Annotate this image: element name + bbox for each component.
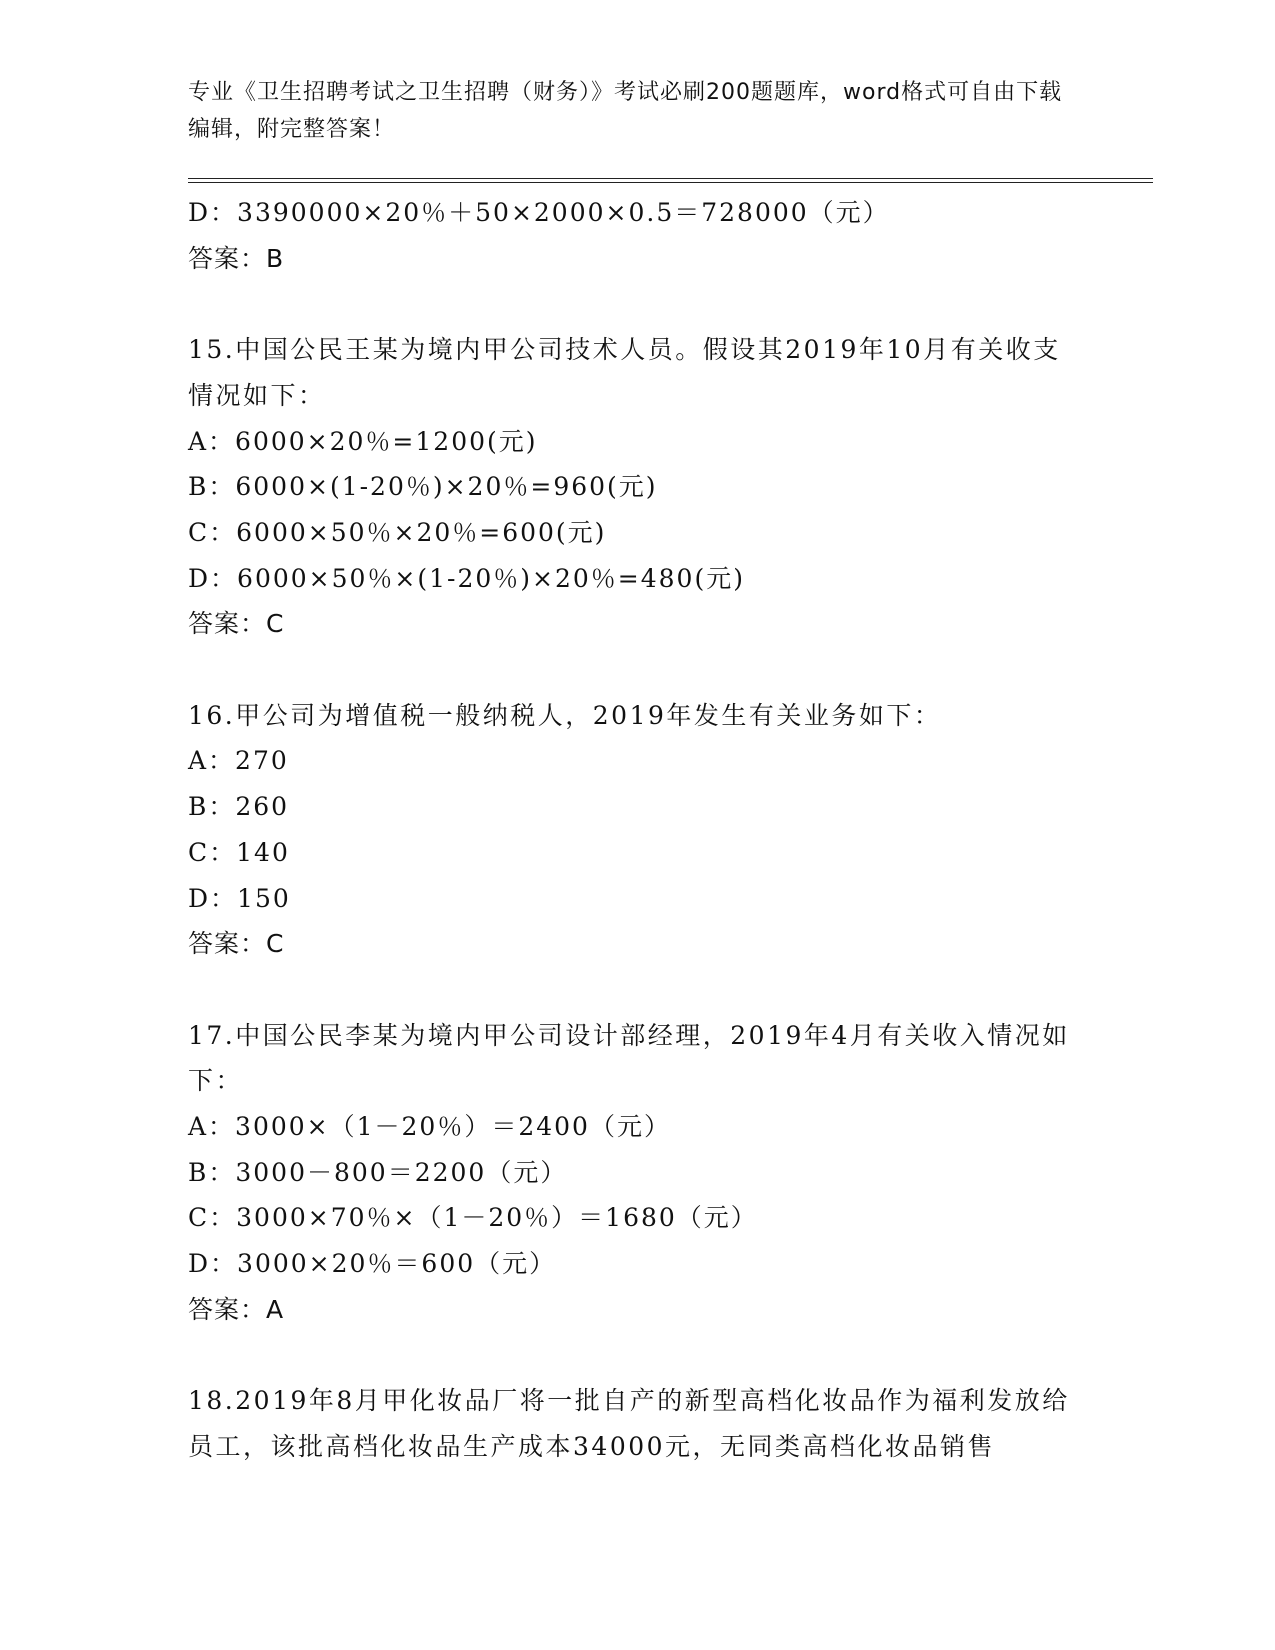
option-c: C：140 (188, 837, 290, 867)
option-b: B：260 (188, 792, 290, 822)
header-divider (188, 178, 1153, 183)
spacer (188, 647, 1088, 693)
option-c: C：6000×50％×20％=600(元) (188, 517, 607, 547)
answer: 答案：C (188, 609, 285, 639)
option-d: D：3000×20％＝600（元） (188, 1249, 557, 1279)
prev-answer: 答案：B (188, 243, 285, 273)
question-stem: 18.2019年8月甲化妆品厂将一批自产的新型高档化妆品作为福利发放给员工，该批高档化妆品生产成本34000元，无同类高档化妆品销售 (188, 1386, 1070, 1461)
option-b: B：3000－800＝2200（元） (188, 1157, 568, 1187)
question-15 (188, 327, 1088, 647)
option-a: A：3000×（1－20％）＝2400（元） (188, 1112, 671, 1142)
option-d: D：150 (188, 883, 291, 913)
answer: 答案：C (188, 929, 285, 959)
spacer (188, 1333, 1088, 1379)
page-header-title: 专业《卫生招聘考试之卫生招聘（财务）》考试必刷200题题库，word格式可自由下载编辑，附完整答案！ (188, 80, 1063, 142)
answer: 答案：A (188, 1294, 285, 1324)
question-stem: 16.甲公司为增值税一般纳税人，2019年发生有关业务如下： (188, 700, 942, 730)
option-a: A：6000×20％=1200(元) (188, 426, 538, 456)
prev-option-d: D：3390000×20％＋50×2000×0.5＝728000（元） (188, 198, 890, 227)
question-stem: 15.中国公民王某为境内甲公司技术人员。假设其2019年10月有关收支情况如下： (188, 335, 1061, 410)
document-body (188, 190, 1088, 1470)
option-d: D：6000×50％×(1-20％)×20％=480(元) (188, 563, 745, 593)
spacer (188, 967, 1088, 1013)
question-18 (188, 1378, 1088, 1469)
option-a: A：270 (188, 746, 289, 776)
option-c: C：3000×70％×（1－20％）＝1680（元） (188, 1203, 758, 1233)
question-17 (188, 1013, 1088, 1333)
spacer (188, 281, 1088, 327)
question-16 (188, 693, 1088, 967)
question-stem: 17.中国公民李某为境内甲公司设计部经理，2019年4月有关收入情况如下： (188, 1020, 1070, 1096)
option-b: B：6000×(1-20％)×20％=960(元) (188, 472, 658, 502)
